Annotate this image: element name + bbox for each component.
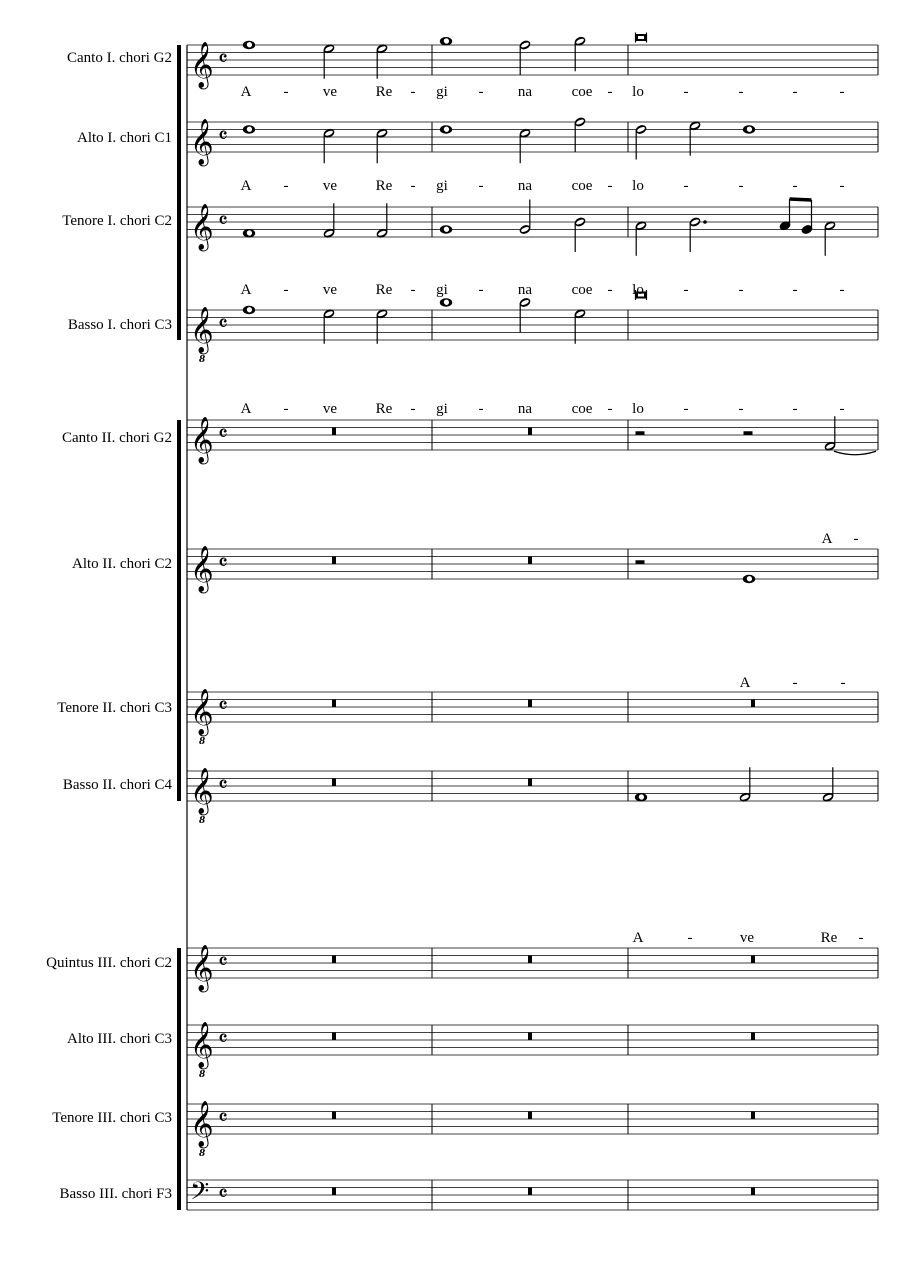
half-note — [518, 39, 532, 75]
common-time-icon: 𝄴 — [218, 1182, 228, 1207]
common-time-icon: 𝄴 — [218, 694, 228, 719]
staff-label: Tenore I. chori C2 — [62, 213, 172, 229]
staff-label: Canto I. chori G2 — [67, 50, 172, 66]
whole-bar-rest — [332, 1112, 336, 1120]
whole-bar-rest — [528, 428, 532, 436]
lyric-syllable: na — [517, 401, 533, 417]
lyric-syllable: coe — [571, 282, 593, 298]
lyric-syllable: Re — [375, 401, 393, 417]
half-note — [688, 120, 702, 156]
dot — [703, 220, 707, 224]
staff-label: Canto II. chori G2 — [62, 430, 172, 446]
common-time-icon: 𝄴 — [218, 47, 228, 72]
lyric-hyphen: - — [683, 401, 689, 417]
half-rest — [636, 560, 645, 564]
lyric-syllable: A — [632, 930, 644, 946]
lyric-syllable: coe — [571, 401, 593, 417]
whole-note — [440, 298, 452, 306]
lyric-hyphen: - — [839, 178, 845, 194]
lyric-hyphen: - — [792, 84, 798, 100]
treble-clef-icon: 𝄞 — [190, 945, 214, 991]
whole-bar-rest — [332, 1033, 336, 1041]
staff-label: Basso III. chori F3 — [59, 1186, 172, 1202]
half-note — [518, 200, 532, 236]
lyric-hyphen: - — [858, 930, 864, 946]
whole-bar-rest — [528, 1112, 532, 1120]
lyric-hyphen: - — [853, 531, 859, 547]
lyric-syllable: ve — [322, 282, 338, 298]
common-time-icon: 𝄴 — [218, 312, 228, 337]
lyric-hyphen: - — [738, 401, 744, 417]
half-rest — [744, 431, 753, 435]
lyric-hyphen: - — [607, 178, 613, 194]
octave-8-mark: 8 — [199, 816, 206, 826]
half-note — [573, 116, 587, 152]
notehead-hole — [638, 36, 644, 39]
lyric-syllable: A — [240, 282, 252, 298]
staff-label: Quintus III. chori C2 — [46, 955, 172, 971]
lyric-syllable: ve — [739, 930, 755, 946]
lyric-syllable: A — [240, 178, 252, 194]
treble-clef-icon: 𝄞 — [190, 689, 214, 735]
lyric-hyphen: - — [410, 282, 416, 298]
lyric-hyphen: - — [683, 282, 689, 298]
lyric-hyphen: - — [792, 178, 798, 194]
lyric-syllable: A — [240, 401, 252, 417]
lyric-syllable: lo — [632, 401, 644, 417]
staff — [187, 1104, 878, 1134]
half-note — [518, 127, 532, 163]
lyric-hyphen: - — [792, 282, 798, 298]
half-note — [634, 124, 648, 160]
lyric-syllable: Re — [375, 84, 393, 100]
lyric-syllable: coe — [571, 178, 593, 194]
whole-note — [743, 125, 755, 133]
whole-bar-rest — [528, 956, 532, 964]
lyric-syllable: na — [517, 282, 533, 298]
whole-bar-rest — [528, 1033, 532, 1041]
lyric-hyphen: - — [283, 401, 289, 417]
octave-8-mark: 8 — [199, 737, 206, 747]
whole-note — [440, 125, 452, 133]
half-note — [322, 127, 336, 163]
common-time-icon: 𝄴 — [218, 773, 228, 798]
whole-bar-rest — [751, 700, 755, 708]
staff — [187, 771, 878, 801]
bass-clef-icon: 𝄢 — [190, 1177, 210, 1212]
lyric-syllable: Re — [375, 178, 393, 194]
staff-label: Alto II. chori C2 — [72, 556, 172, 572]
whole-bar-rest — [751, 1112, 755, 1120]
half-note — [823, 220, 837, 256]
breve-note — [636, 33, 647, 43]
half-note — [375, 43, 389, 79]
lyric-hyphen: - — [478, 282, 484, 298]
staff — [187, 207, 878, 237]
whole-bar-rest — [751, 1188, 755, 1196]
whole-bar-rest — [528, 700, 532, 708]
lyric-hyphen: - — [839, 401, 845, 417]
lyric-hyphen: - — [683, 84, 689, 100]
lyric-hyphen: - — [410, 84, 416, 100]
whole-bar-rest — [751, 1033, 755, 1041]
beam — [790, 199, 812, 200]
lyric-syllable: lo — [632, 282, 644, 298]
whole-bar-rest — [332, 700, 336, 708]
tie — [834, 451, 876, 455]
lyric-hyphen: - — [792, 401, 798, 417]
whole-bar-rest — [332, 1188, 336, 1196]
lyric-hyphen: - — [607, 282, 613, 298]
half-note — [375, 127, 389, 163]
choir-bracket — [177, 420, 181, 801]
treble-clef-icon: 𝄞 — [190, 1022, 214, 1068]
whole-note — [743, 575, 755, 583]
half-note — [322, 308, 336, 344]
half-rest — [636, 431, 645, 435]
staff-label: Alto III. chori C3 — [67, 1031, 172, 1047]
treble-clef-icon: 𝄞 — [190, 1101, 214, 1147]
whole-bar-rest — [332, 428, 336, 436]
staff-label: Alto I. chori C1 — [77, 130, 172, 146]
lyric-syllable: gi — [436, 401, 448, 417]
lyric-hyphen: - — [283, 178, 289, 194]
half-note — [322, 203, 336, 239]
whole-bar-rest — [528, 779, 532, 787]
lyric-hyphen: - — [839, 84, 845, 100]
half-note — [688, 216, 707, 252]
staff — [187, 420, 878, 450]
half-note — [322, 43, 336, 79]
lyric-hyphen: - — [478, 178, 484, 194]
common-time-icon: 𝄴 — [218, 422, 228, 447]
half-note — [518, 297, 532, 333]
lyric-syllable: ve — [322, 178, 338, 194]
half-note — [634, 220, 648, 256]
whole-note — [440, 225, 452, 233]
half-note — [573, 216, 587, 252]
common-time-icon: 𝄴 — [218, 551, 228, 576]
lyric-hyphen: - — [410, 178, 416, 194]
whole-bar-rest — [528, 1188, 532, 1196]
half-note — [821, 767, 835, 803]
lyric-syllable: gi — [436, 84, 448, 100]
lyric-hyphen: - — [283, 84, 289, 100]
half-note — [573, 308, 587, 344]
whole-bar-rest — [332, 779, 336, 787]
treble-clef-icon: 𝄞 — [190, 119, 214, 165]
lyric-hyphen: - — [283, 282, 289, 298]
octave-8-mark: 8 — [199, 1070, 206, 1080]
staff — [187, 549, 878, 579]
common-time-icon: 𝄴 — [218, 124, 228, 149]
lyric-hyphen: - — [839, 282, 845, 298]
lyric-hyphen: - — [683, 178, 689, 194]
whole-bar-rest — [528, 557, 532, 565]
staff-label: Basso I. chori C3 — [67, 317, 172, 333]
lyric-hyphen: - — [792, 675, 798, 691]
octave-8-mark: 8 — [199, 1149, 206, 1159]
lyric-syllable: na — [517, 84, 533, 100]
lyric-syllable: ve — [322, 84, 338, 100]
lyric-syllable: A — [821, 531, 833, 547]
whole-note — [243, 306, 255, 314]
lyric-hyphen: - — [738, 178, 744, 194]
staff-label: Tenore III. chori C3 — [52, 1110, 172, 1126]
common-time-icon: 𝄴 — [218, 1027, 228, 1052]
lyric-syllable: Re — [820, 930, 838, 946]
lyric-hyphen: - — [607, 401, 613, 417]
treble-clef-icon: 𝄞 — [190, 417, 214, 463]
octave-8-mark: 8 — [199, 355, 206, 365]
lyric-hyphen: - — [478, 84, 484, 100]
treble-clef-icon: 𝄞 — [190, 546, 214, 592]
choir-bracket — [177, 45, 181, 340]
lyric-hyphen: - — [607, 84, 613, 100]
lyric-syllable: lo — [632, 84, 644, 100]
half-note — [823, 416, 837, 452]
whole-note — [243, 41, 255, 49]
whole-note — [243, 229, 255, 237]
staff — [187, 310, 878, 340]
common-time-icon: 𝄴 — [218, 1106, 228, 1131]
lyric-hyphen: - — [738, 84, 744, 100]
lyric-syllable: na — [517, 178, 533, 194]
lyric-hyphen: - — [840, 675, 846, 691]
half-note — [573, 35, 587, 71]
whole-bar-rest — [751, 956, 755, 964]
lyric-syllable: ve — [322, 401, 338, 417]
lyric-syllable: coe — [571, 84, 593, 100]
lyric-hyphen: - — [478, 401, 484, 417]
whole-bar-rest — [332, 557, 336, 565]
whole-note — [635, 793, 647, 801]
lyric-syllable: gi — [436, 178, 448, 194]
choir-bracket — [177, 948, 181, 1210]
staff — [187, 45, 878, 75]
staff — [187, 948, 878, 978]
common-time-icon: 𝄴 — [218, 950, 228, 975]
staff-label: Basso II. chori C4 — [62, 777, 172, 793]
lyric-hyphen: - — [738, 282, 744, 298]
staff — [187, 1180, 878, 1210]
staff-label: Tenore II. chori C3 — [57, 700, 172, 716]
half-note — [738, 767, 752, 803]
lyric-syllable: Re — [375, 282, 393, 298]
half-note — [375, 308, 389, 344]
treble-clef-icon: 𝄞 — [190, 307, 214, 353]
lyric-syllable: gi — [436, 282, 448, 298]
lyric-syllable: A — [739, 675, 751, 691]
half-note — [375, 203, 389, 239]
staff — [187, 692, 878, 722]
whole-note — [243, 125, 255, 133]
whole-note — [440, 37, 452, 45]
staff — [187, 1025, 878, 1055]
treble-clef-icon: 𝄞 — [190, 42, 214, 88]
treble-clef-icon: 𝄞 — [190, 768, 214, 814]
staff — [187, 122, 878, 152]
lyric-syllable: A — [240, 84, 252, 100]
whole-bar-rest — [332, 956, 336, 964]
lyric-hyphen: - — [410, 401, 416, 417]
common-time-icon: 𝄴 — [218, 209, 228, 234]
lyric-hyphen: - — [687, 930, 693, 946]
lyric-syllable: lo — [632, 178, 644, 194]
treble-clef-icon: 𝄞 — [190, 204, 214, 250]
